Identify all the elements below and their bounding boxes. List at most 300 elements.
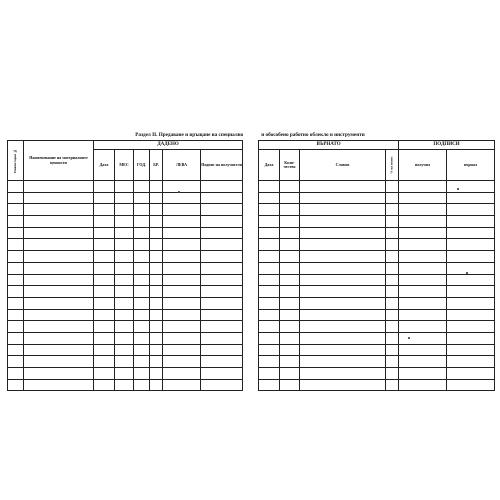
table-cell [447,286,495,298]
table-cell [24,192,94,204]
table-cell [24,344,94,356]
table-cell [280,286,300,298]
table-row [8,251,243,263]
table-cell [163,204,201,216]
table-cell [115,379,134,391]
table-cell [300,274,386,286]
return-table [258,140,495,391]
table-cell [150,192,163,204]
table-cell [447,227,495,239]
given-value-header: ЛЕВА [163,150,201,181]
table-cell [201,251,243,263]
table-cell [8,239,24,251]
table-cell [8,321,24,333]
inventory-number-header: Инвентарен № [8,141,24,181]
table-cell [259,286,280,298]
table-cell [399,251,447,263]
table-cell [150,344,163,356]
table-cell [150,321,163,333]
table-cell [280,181,300,193]
table-cell [447,239,495,251]
table-cell [94,227,115,239]
table-cell [399,356,447,368]
table-cell [134,262,150,274]
item-name-header: Наименование на материалните ценности [24,141,94,181]
table-cell [300,227,386,239]
table-cell [94,274,115,286]
table-cell [163,262,201,274]
table-cell [386,368,399,380]
table-cell [259,368,280,380]
table-cell [94,239,115,251]
signatures-group-header: ПОДПИСИ [399,141,495,150]
table-cell [24,332,94,344]
table-cell [115,332,134,344]
table-cell [8,297,24,309]
table-cell [399,379,447,391]
table-cell [399,216,447,228]
table-cell [115,274,134,286]
table-row [8,239,243,251]
table-cell [24,286,94,298]
table-cell [386,227,399,239]
table-cell [163,227,201,239]
table-cell [150,332,163,344]
table-cell [150,181,163,193]
table-cell [115,309,134,321]
table-cell [150,227,163,239]
table-cell [115,297,134,309]
table-row [8,379,243,391]
table-cell [399,239,447,251]
table-cell [150,251,163,263]
wear-percent-header: % на износ [386,150,399,181]
table-row [8,321,243,333]
table-cell [24,297,94,309]
table-cell [163,297,201,309]
table-cell [94,321,115,333]
left-page [7,140,242,358]
table-cell [163,274,201,286]
table-row [259,368,495,380]
table-cell [94,192,115,204]
table-cell [8,227,24,239]
table-cell [399,368,447,380]
table-cell [115,286,134,298]
table-cell [115,192,134,204]
table-cell [163,181,201,193]
table-cell [300,204,386,216]
table-cell [8,379,24,391]
table-row [8,181,243,193]
issue-table [7,140,243,391]
table-row [259,274,495,286]
table-row [259,216,495,228]
table-row [259,321,495,333]
table-cell [115,368,134,380]
table-cell [447,251,495,263]
table-cell [201,204,243,216]
table-cell [134,216,150,228]
table-cell [163,309,201,321]
table-cell [447,274,495,286]
table-cell [163,356,201,368]
table-cell [280,204,300,216]
table-cell [386,379,399,391]
table-cell [259,192,280,204]
table-cell [280,309,300,321]
table-cell [386,274,399,286]
table-cell [94,379,115,391]
table-cell [300,192,386,204]
return-table-body [259,181,495,391]
table-cell [300,286,386,298]
table-cell [300,216,386,228]
table-cell [115,251,134,263]
table-cell [8,192,24,204]
table-cell [8,262,24,274]
table-cell [201,356,243,368]
table-cell [447,297,495,309]
table-cell [259,297,280,309]
table-row [259,356,495,368]
table-cell [24,227,94,239]
table-cell [134,309,150,321]
table-cell [201,216,243,228]
table-cell [280,332,300,344]
table-cell [386,332,399,344]
table-cell [134,332,150,344]
table-cell [8,274,24,286]
table-row [259,181,495,193]
table-cell [94,216,115,228]
given-month-header: МЕС [115,150,134,181]
table-cell [24,309,94,321]
table-cell [115,262,134,274]
table-cell [386,321,399,333]
given-count-header: БР. [150,150,163,181]
table-cell [300,344,386,356]
table-cell [399,286,447,298]
table-cell [94,332,115,344]
table-cell [115,321,134,333]
table-row [8,332,243,344]
receiver-signature-header: Подпис на получателя [201,150,243,181]
table-cell [8,344,24,356]
table-cell [447,204,495,216]
given-date-header: Дата [94,150,115,181]
table-cell [24,239,94,251]
table-row [8,297,243,309]
paper-speck [408,337,410,339]
table-cell [386,356,399,368]
table-cell [8,309,24,321]
table-row [8,286,243,298]
table-cell [94,251,115,263]
table-cell [399,227,447,239]
issue-table-body [8,181,243,391]
table-cell [163,368,201,380]
table-cell [150,309,163,321]
table-cell [386,297,399,309]
table-cell [259,204,280,216]
table-row [8,204,243,216]
table-cell [386,239,399,251]
table-cell [94,356,115,368]
table-cell [447,309,495,321]
table-cell [300,321,386,333]
received-signature-header: получил [399,150,447,181]
table-cell [447,192,495,204]
table-cell [259,344,280,356]
table-cell [24,216,94,228]
table-cell [115,204,134,216]
table-cell [386,286,399,298]
table-cell [386,262,399,274]
table-cell [447,368,495,380]
table-cell [94,286,115,298]
table-cell [8,332,24,344]
table-cell [447,379,495,391]
table-cell [280,368,300,380]
table-cell [163,216,201,228]
table-cell [300,262,386,274]
table-cell [280,239,300,251]
table-row [259,239,495,251]
table-cell [115,239,134,251]
table-cell [201,297,243,309]
table-row [8,274,243,286]
table-cell [399,181,447,193]
given-year-header: ГОД. [134,150,150,181]
table-cell [300,239,386,251]
table-cell [201,344,243,356]
table-cell [150,204,163,216]
table-cell [163,192,201,204]
table-cell [8,286,24,298]
table-cell [399,321,447,333]
table-cell [300,379,386,391]
table-cell [280,344,300,356]
table-cell [447,216,495,228]
table-cell [386,309,399,321]
table-cell [163,239,201,251]
table-cell [447,344,495,356]
table-cell [163,344,201,356]
table-cell [201,321,243,333]
table-row [8,262,243,274]
table-cell [201,368,243,380]
table-cell [163,332,201,344]
table-cell [150,356,163,368]
table-cell [134,274,150,286]
table-cell [134,181,150,193]
section-title [60,132,440,138]
table-cell [8,204,24,216]
returned-words-header: Словом [300,150,386,181]
table-cell [201,239,243,251]
table-cell [259,181,280,193]
table-cell [280,227,300,239]
table-cell [280,321,300,333]
table-cell [399,204,447,216]
table-cell [300,297,386,309]
paper-speck [457,188,459,190]
table-row [259,309,495,321]
table-cell [259,227,280,239]
table-cell [24,204,94,216]
table-cell [150,274,163,286]
table-cell [386,204,399,216]
table-cell [150,297,163,309]
given-group-header: ДАДЕНО [94,141,243,150]
table-cell [201,332,243,344]
table-cell [150,262,163,274]
table-cell [94,262,115,274]
table-cell [201,227,243,239]
right-page [258,140,494,358]
table-cell [399,262,447,274]
table-cell [134,227,150,239]
table-cell [300,181,386,193]
table-row [259,251,495,263]
table-cell [134,297,150,309]
table-row [8,356,243,368]
table-cell [94,181,115,193]
table-cell [447,181,495,193]
table-cell [24,368,94,380]
table-cell [8,368,24,380]
table-cell [8,356,24,368]
table-cell [163,251,201,263]
table-cell [280,297,300,309]
table-cell [259,239,280,251]
table-cell [399,192,447,204]
table-cell [447,356,495,368]
table-cell [134,286,150,298]
table-row [8,216,243,228]
section-title-right: и обособено работно облекло и инструменти [261,132,365,138]
table-cell [280,379,300,391]
table-cell [386,216,399,228]
table-cell [386,181,399,193]
returned-qty-header: Коли-чество [280,150,300,181]
table-cell [300,332,386,344]
table-cell [94,344,115,356]
table-cell [259,356,280,368]
paper-speck [466,272,468,274]
table-cell [201,274,243,286]
table-row [8,192,243,204]
table-cell [24,181,94,193]
table-cell [399,309,447,321]
table-row [8,309,243,321]
table-cell [94,204,115,216]
table-cell [201,192,243,204]
table-cell [280,251,300,263]
table-cell [399,274,447,286]
table-row [259,286,495,298]
table-cell [134,192,150,204]
table-cell [24,251,94,263]
table-cell [163,321,201,333]
table-cell [24,274,94,286]
table-cell [150,239,163,251]
table-cell [201,262,243,274]
table-cell [134,251,150,263]
table-cell [150,286,163,298]
table-cell [8,216,24,228]
table-cell [134,344,150,356]
table-cell [8,251,24,263]
table-cell [259,321,280,333]
table-cell [8,181,24,193]
table-cell [115,181,134,193]
table-cell [115,227,134,239]
returned-group-header: ВЪРНАТО [259,141,399,150]
table-cell [24,321,94,333]
table-cell [280,192,300,204]
table-row [259,227,495,239]
table-cell [280,216,300,228]
table-cell [447,321,495,333]
table-cell [259,262,280,274]
table-cell [399,344,447,356]
table-cell [259,309,280,321]
table-cell [259,379,280,391]
returned-date-header: Дата [259,150,280,181]
table-cell [300,356,386,368]
paper-speck [178,191,180,193]
table-cell [259,216,280,228]
table-cell [24,262,94,274]
table-cell [386,344,399,356]
returned-signature-header: върнал [447,150,495,181]
table-cell [115,344,134,356]
table-cell [259,251,280,263]
table-row [8,368,243,380]
table-row [8,344,243,356]
table-cell [447,262,495,274]
table-cell [134,239,150,251]
table-cell [134,321,150,333]
table-cell [280,274,300,286]
table-cell [134,204,150,216]
table-cell [24,379,94,391]
table-cell [386,251,399,263]
table-cell [150,216,163,228]
table-cell [163,286,201,298]
table-row [259,262,495,274]
table-row [259,192,495,204]
table-row [259,297,495,309]
table-cell [259,274,280,286]
table-cell [24,356,94,368]
table-cell [399,297,447,309]
table-cell [94,368,115,380]
table-row [8,227,243,239]
table-row [259,379,495,391]
table-cell [94,309,115,321]
table-cell [300,309,386,321]
table-cell [134,368,150,380]
table-cell [201,309,243,321]
table-cell [280,356,300,368]
table-cell [201,286,243,298]
table-cell [150,379,163,391]
table-cell [134,379,150,391]
table-cell [386,192,399,204]
